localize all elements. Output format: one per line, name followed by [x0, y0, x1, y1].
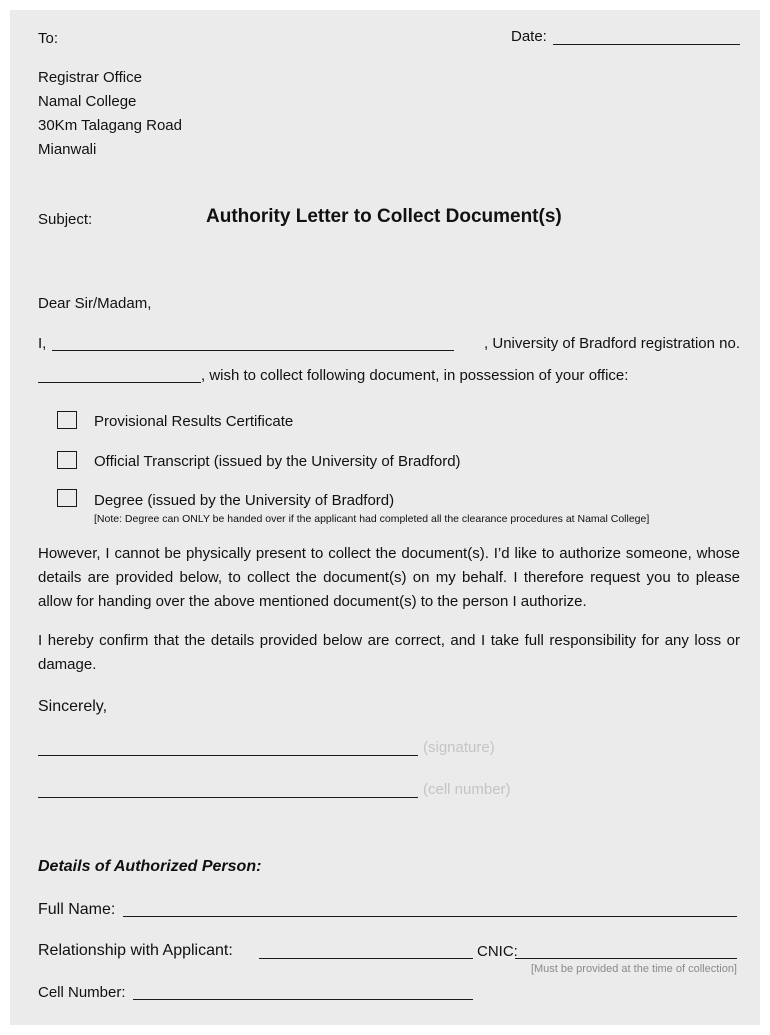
cnic-label: CNIC: — [477, 943, 518, 960]
authorized-cell-field[interactable] — [133, 999, 473, 1000]
cell-number-label: Cell Number: — [38, 984, 126, 1001]
relationship-field[interactable] — [259, 958, 473, 959]
intro-prefix: I, — [38, 335, 47, 352]
address-line: Namal College — [38, 93, 137, 110]
document-label: Degree (issued by the University of Bradford) — [94, 492, 395, 509]
registration-text: , University of Bradford registration no. — [484, 335, 740, 352]
full-name-label: Full Name: — [38, 901, 116, 918]
subject-label: Subject: — [38, 211, 93, 228]
letter-title: Authority Letter to Collect Document(s) — [206, 206, 562, 227]
address-line: Mianwali — [38, 141, 97, 158]
cnic-field[interactable] — [515, 958, 737, 959]
document-label: Provisional Results Certificate — [94, 413, 294, 430]
address-line: Registrar Office — [38, 69, 142, 86]
document-label: Official Transcript (issued by the University of Bradford) — [94, 453, 461, 470]
provisional-certificate-checkbox[interactable] — [57, 411, 77, 429]
signature-field[interactable] — [38, 755, 418, 756]
registration-number-field[interactable] — [38, 382, 201, 383]
applicant-cell-field[interactable] — [38, 797, 418, 798]
cnic-hint: [Must be provided at the time of collection] — [530, 963, 737, 975]
degree-note: [Note: Degree can ONLY be handed over if the applicant had completed all the clearance procedures at Namal College] — [94, 513, 650, 525]
authorized-heading: Details of Authorized Person: — [38, 858, 262, 875]
date-label: Date: — [511, 28, 547, 45]
salutation: Dear Sir/Madam, — [38, 295, 152, 312]
to-label: To: — [38, 30, 59, 47]
intro-continuation: , wish to collect following document, in possession of your office: — [201, 367, 629, 384]
full-name-field[interactable] — [123, 916, 737, 917]
official-transcript-checkbox[interactable] — [57, 451, 77, 469]
cell-placeholder: (cell number) — [423, 781, 511, 798]
applicant-name-field[interactable] — [52, 350, 454, 351]
sincerely: Sincerely, — [38, 698, 108, 715]
degree-checkbox[interactable] — [57, 489, 77, 507]
body-paragraph: I hereby confirm that the details provided below are correct, and I take full responsibility for any loss or damage. — [38, 632, 740, 673]
date-field[interactable] — [553, 44, 740, 45]
body-paragraph: However, I cannot be physically present to collect the document(s). I’d like to authorize someone, whose details are provided below, to collect the document(s) on my behalf. I therefore request you to please allow for handing over the above mentioned document(s) to the person I authorize. — [38, 545, 740, 610]
signature-placeholder: (signature) — [423, 739, 495, 756]
relationship-label: Relationship with Applicant: — [38, 942, 233, 959]
address-line: 30Km Talagang Road — [38, 117, 182, 134]
